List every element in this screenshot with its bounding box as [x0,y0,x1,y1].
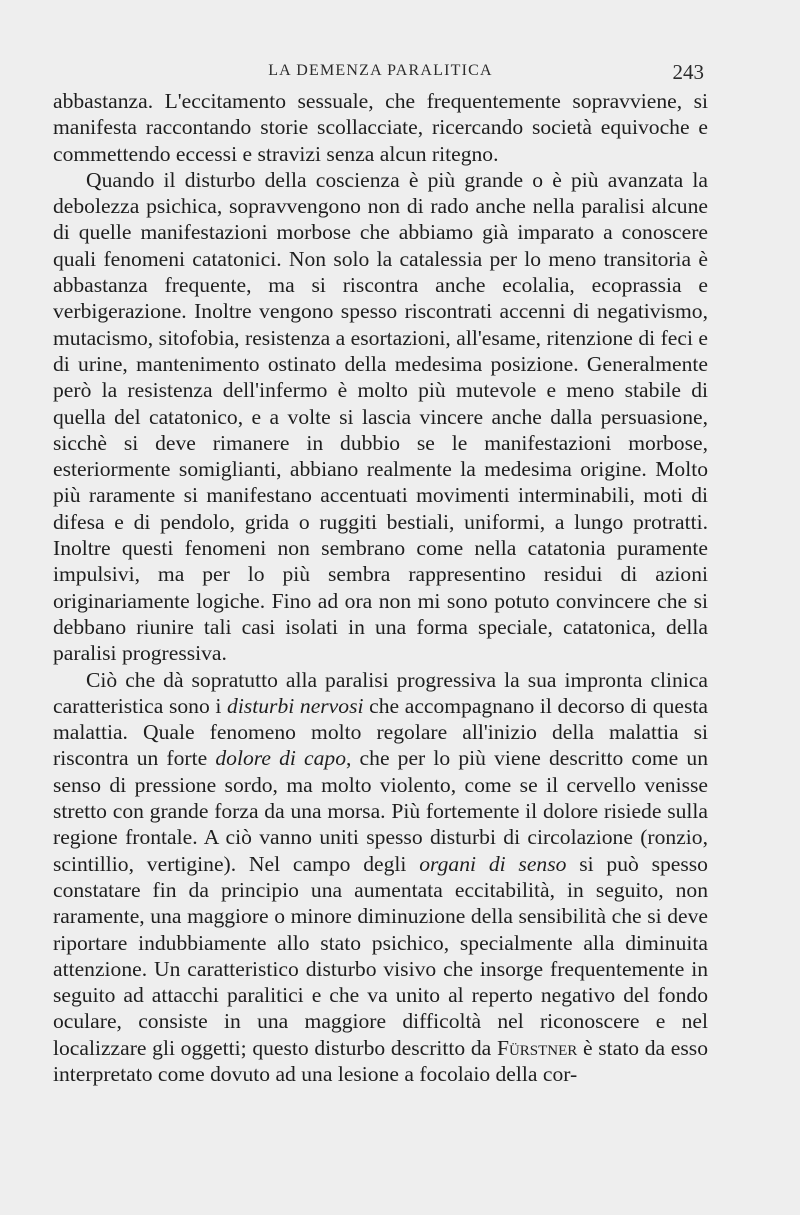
author-name: Fürstner [496,1035,578,1060]
text-run: si può spesso constatare fin da principio una aumentata eccitabilità, in seguito, non raramente, una maggiore o minore diminuzione della sensibilità che si deve riportare indubbiamente allo stato psichico, specialmente alla diminuita attenzione. Un caratteristico disturbo visivo che insorge frequentemente in seguito ad attacchi paralitici e che va unito al reperto negativo del fondo oculare, consiste in una maggiore difficoltà nel riconoscere e nel localizzare gli oggetti; questo disturbo descritto da [53,851,708,1060]
text-run: abbastanza. L'eccitamento sessuale, che frequentemente sopravviene, si manifesta raccontando storie scollacciate, ricercando società equivoche e commettendo eccessi e stravizi senza alcun ritegno. [53,89,708,166]
text-run: Quando il disturbo della coscienza è più grande o è più avanzata la debolezza psichica, sopravvengono non di rado anche nella paralisi alcune di quelle manifestazioni morbose che abbiamo già imparato a conoscere quali fenomeni catatonici. Non solo la catalessia per lo meno transitoria è abbastanza frequente, ma si riscontra anche ecolalia, ecoprassia e verbigerazione. Inoltre vengono spesso riscontrati accenni di negativismo, mutacismo, sitofobia, resistenza a esortazioni, all'esame, ritenzione di feci e di urine, mantenimento ostinato della medesima posizione. Generalmente però la resistenza dell'infermo è molto più mutevole e meno stabile di quella del catatonico, e a volte si lascia vincere anche dalla persuasione, sicchè si deve rimanere in dubbio se le manifestazioni morbose, esteriormente somiglianti, abbiano realmente la medesima origine. Molto più raramente si manifestano accentuati movimenti interminabili, moti di difesa e di pendolo, grida o ruggiti bestiali, uniformi, a lungo protratti. Inoltre questi fenomeni non sembrano come nella catatonia puramente impulsivi, ma per lo più sembra rappresentino residui di azioni originariamente logiche. Fino ad ora non mi sono potuto convincere che si debbano riunire tali casi isolati in una forma speciale, catatonica, della paralisi progressiva. [53,167,708,666]
paragraph [53,167,708,667]
paragraph [53,88,708,167]
italic-term: organi di senso [419,851,567,876]
paragraph [53,667,708,1088]
text-run: , che per lo più viene descritto come un senso di pressione sordo, ma molto violento, come se il cervello venisse stretto con grande forza da una morsa. Più fortemente il dolore risiede sulla regione frontale. A ciò vanno uniti spesso disturbi di circolazione (ronzio, scintillio, vertigine). Nel campo degli [53,746,708,876]
page-number: 243 [672,60,704,84]
text-run: è stato da esso interpretato come dovuto ad una lesione a focolaio della cor- [53,1035,708,1086]
text-run: che accompagnano il decorso di questa malattia. Quale fenomeno molto regolare all'inizio della malattia si riscontra un forte [53,693,708,771]
italic-term: dolore di capo [215,746,347,771]
italic-term: disturbi nervosi [227,693,364,718]
text-run: Ciò che dà sopratutto alla paralisi progressiva la sua impronta clinica caratteristica sono i [53,667,708,718]
body-text [53,88,708,1087]
running-title: LA DEMENZA PARALITICA [268,62,493,79]
